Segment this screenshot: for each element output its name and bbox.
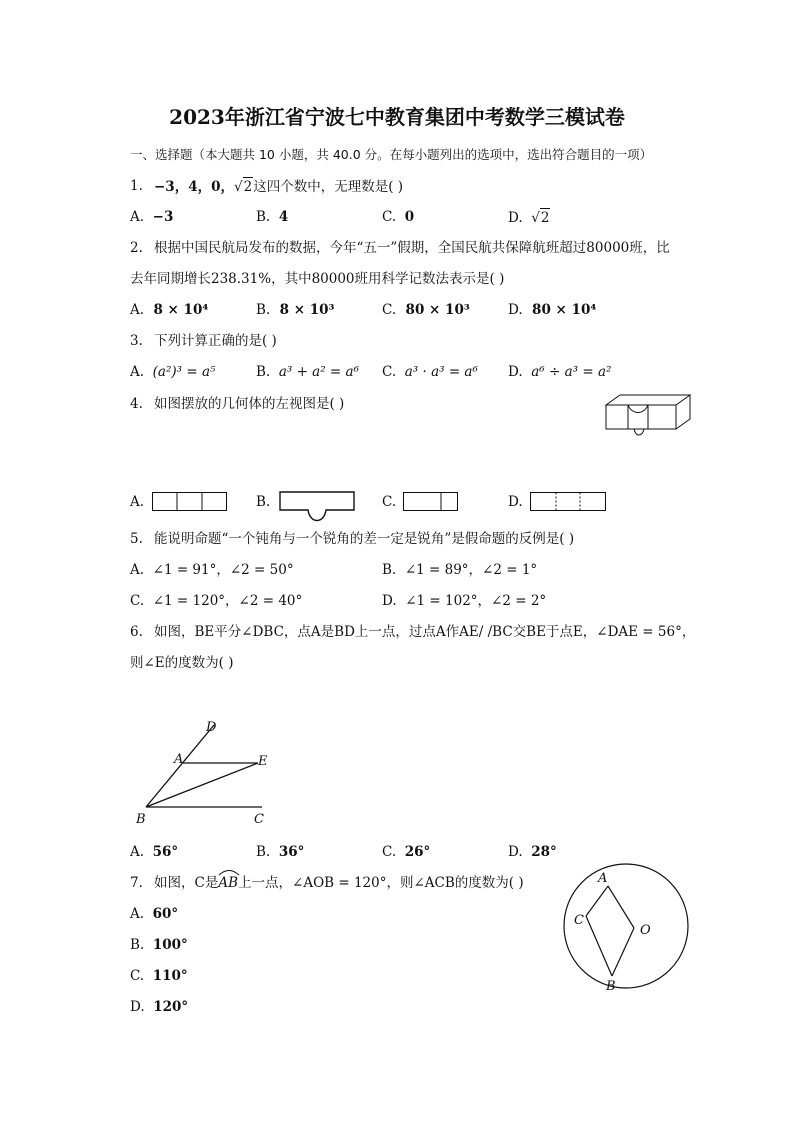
question-stem-line2: 则∠E的度数为( )	[130, 655, 234, 671]
label-c: C	[574, 913, 584, 928]
option-b[interactable]: B. a³ + a² = a⁶	[256, 364, 359, 380]
question-stem: −3，4，0，√2这四个数中，无理数是( )	[154, 179, 404, 195]
option-b[interactable]: B. 36°	[256, 844, 305, 860]
option-b[interactable]: B. 8 × 10³	[256, 302, 335, 318]
option-d[interactable]: D. √2	[508, 210, 550, 226]
option-c[interactable]: C. ∠1 = 120°，∠2 = 40°	[130, 593, 303, 609]
question-number: 4.	[130, 396, 143, 412]
question-number: 3.	[130, 333, 143, 349]
option-a[interactable]: A. ∠1 = 91°，∠2 = 50°	[130, 562, 294, 578]
option-a[interactable]: A. 60°	[130, 906, 179, 922]
option-c[interactable]: C. 110°	[130, 968, 188, 984]
option-a[interactable]: A. 56°	[130, 844, 179, 860]
option-a[interactable]: A. 8 × 10⁴	[130, 302, 209, 318]
option-b[interactable]: B. 4	[256, 209, 289, 225]
question-stem-line2: 去年同期增长238.31%，其中80000班用科学记数法表示是( )	[130, 271, 505, 287]
option-d[interactable]: D. 28°	[508, 844, 557, 860]
label-a: A	[598, 871, 608, 886]
option-d[interactable]: D. 80 × 10⁴	[508, 302, 597, 318]
label-a: A	[174, 752, 184, 767]
label-o: O	[640, 923, 651, 938]
question-stem: 如图，C是 AB上一点，∠AOB = 120°，则∠ACB的度数为( )	[154, 874, 524, 892]
label-b: B	[136, 812, 146, 827]
solid-3d-figure	[604, 393, 694, 439]
label-c: C	[254, 812, 264, 827]
option-a[interactable]: A. −3	[130, 209, 174, 225]
question-number: 7.	[130, 875, 143, 891]
arc-mark-icon	[218, 868, 240, 876]
option-c[interactable]: C. 80 × 10³	[382, 302, 470, 318]
circle-figure	[566, 868, 696, 996]
parallel-lines-figure	[130, 715, 280, 827]
left-view-option-b-figure	[278, 490, 356, 526]
option-d[interactable]: D. 120°	[130, 999, 189, 1015]
question-stem-line1: 根据中国民航局发布的数据，今年“五一”假期，全国民航共保障航班超过80000班，比	[154, 240, 670, 256]
option-b[interactable]: B. ∠1 = 89°，∠2 = 1°	[382, 562, 538, 578]
option-c[interactable]: C. a³ · a³ = a⁶	[382, 364, 478, 380]
option-c[interactable]: C. 0	[382, 209, 415, 225]
question-stem-line1: 如图，BE平分∠DBC，点A是BD上一点，过点A作AE/ /BC交BE于点E，∠DAE = 56°，	[154, 624, 696, 640]
question-number: 5.	[130, 531, 143, 547]
left-view-option-c-figure	[403, 492, 459, 512]
question-stem: 下列计算正确的是( )	[154, 333, 277, 349]
question-stem: 如图摆放的几何体的左视图是( )	[154, 396, 345, 412]
option-d[interactable]: D.	[508, 494, 523, 510]
label-b: B	[606, 979, 616, 994]
option-a[interactable]: A. (a²)³ = a⁵	[130, 364, 216, 380]
option-b[interactable]: B.	[256, 494, 271, 510]
option-a[interactable]: A.	[130, 494, 145, 510]
question-number: 6.	[130, 624, 143, 640]
question-stem: 能说明命题“一个钝角与一个锐角的差一定是锐角”是假命题的反例是( )	[154, 531, 575, 547]
option-b[interactable]: B. 100°	[130, 937, 188, 953]
option-d[interactable]: D. ∠1 = 102°，∠2 = 2°	[382, 593, 547, 609]
option-d[interactable]: D. a⁶ ÷ a³ = a²	[508, 364, 612, 380]
left-view-option-d-figure	[530, 492, 608, 512]
section-header: 一、选择题（本大题共 10 小题，共 40.0 分。在每小题列出的选项中，选出符合题目的一项）	[130, 147, 653, 162]
option-c[interactable]: C.	[382, 494, 397, 510]
question-number: 2.	[130, 240, 143, 256]
label-e: E	[258, 754, 268, 769]
left-view-option-a-figure	[152, 492, 228, 512]
option-c[interactable]: C. 26°	[382, 844, 431, 860]
label-d: D	[206, 720, 217, 735]
page-title: 2023年浙江省宁波七中教育集团中考数学三模试卷	[169, 105, 625, 129]
question-number: 1.	[130, 178, 143, 194]
